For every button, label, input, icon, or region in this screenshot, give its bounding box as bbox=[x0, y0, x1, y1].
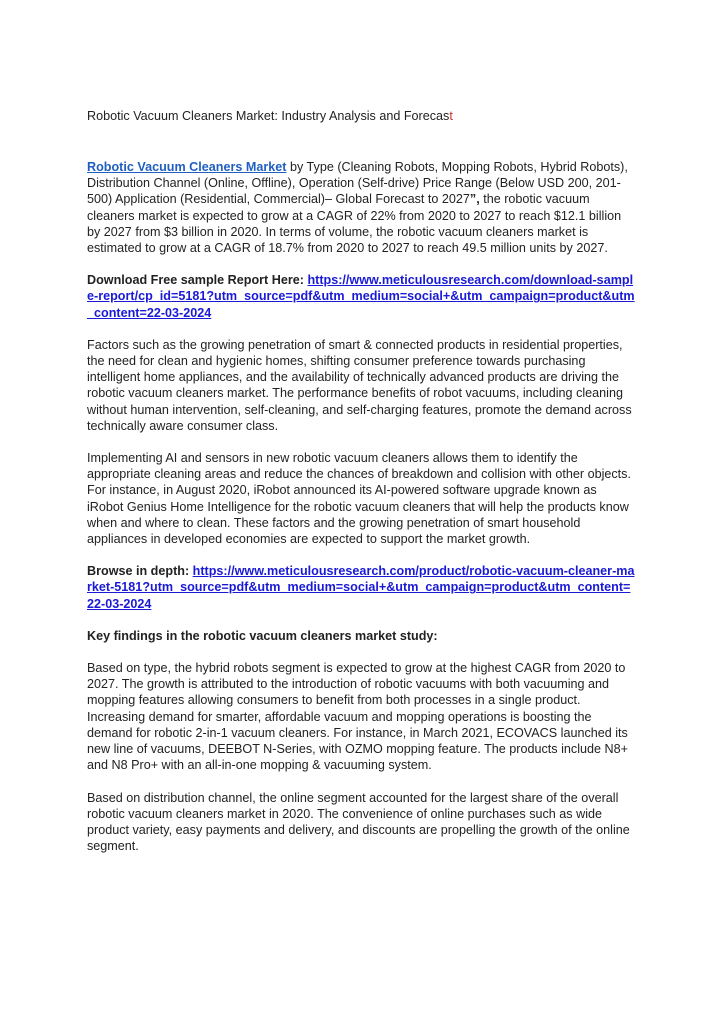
browse-paragraph bbox=[87, 563, 635, 612]
document-page bbox=[87, 108, 635, 854]
browse-link[interactable]: https://www.meticulousresearch.com/product/robotic-vacuum-cleaner-market-5181?utm_source=pdf&utm_medium=social+&utm_campaign=product&utm_content=22-03-2024 bbox=[87, 564, 635, 611]
factors-paragraph: Factors such as the growing penetration of smart & connected products in residential properties, the need for clean and hygienic homes, shifting consumer preference towards purchasing intelligent home appliances, and the availability of technically advanced products are driving the robotic vacuum cleaners market. The performance benefits of robot vacuums, including cleaning without human intervention, self-cleaning, and self-charging features, promote the demand across technically aware consumer class. bbox=[87, 337, 632, 433]
type-paragraph: Based on type, the hybrid robots segment is expected to grow at the highest CAGR from 2020 to 2027. The growth is attributed to the introduction of robotic vacuums with both vacuuming and mopping features allowing consumers to benefit from both processes in a single product. Increasing demand for smarter, affordable vacuum and mopping operations is boosting the demand for robotic 2-in-1 vacuum cleaners. For instance, in March 2021, ECOVACS launched its new line of vacuums, DEEBOT N-Series, with OZMO mopping feature. The products include N8+ and N8 Pro+ with an all-in-one mopping & vacuuming system. bbox=[87, 661, 628, 773]
ai-paragraph: Implementing AI and sensors in new robotic vacuum cleaners allows them to identify the appropriate cleaning areas and reduce the chances of breakdown and collision with other objects. For instance, in August 2020, iRobot announced its AI-powered software upgrade known as iRobot Genius Home Intelligence for the robotic vacuum cleaners that will help the products know when and where to clean. These factors and the growing penetration of smart household appliances in developed economies are expected to support the market growth. bbox=[87, 451, 631, 547]
download-paragraph bbox=[87, 272, 635, 321]
key-findings-heading: Key findings in the robotic vacuum cleaners market study: bbox=[87, 628, 438, 643]
intro-quote: ”, bbox=[469, 192, 480, 207]
market-link[interactable]: Robotic Vacuum Cleaners Market bbox=[87, 160, 287, 174]
browse-label: Browse in depth: bbox=[87, 564, 193, 579]
document-title bbox=[87, 108, 635, 124]
download-link[interactable]: https://www.meticulousresearch.com/download-sample-report/cp_id=5181?utm_source=pdf&utm_medium=social+&utm_campaign=product&utm_content=22-03-2024 bbox=[87, 273, 635, 320]
channel-paragraph: Based on distribution channel, the online segment accounted for the largest share of the overall robotic vacuum cleaners market in 2020. The convenience of online purchases such as wide product variety, easy payments and delivery, and discounts are propelling the growth of the online segment. bbox=[87, 790, 630, 854]
title-main: Robotic Vacuum Cleaners Market: Industry Analysis and Forecas bbox=[87, 109, 450, 123]
intro-body-2: the robotic vacuum cleaners market is expected to grow at a CAGR of 22% from 2020 to 2027 to reach $12.1 billion by 2027 from $3 billion in 2020. In terms of volume, the robotic vacuum cleaners market is estimated to grow at a CAGR of 18.7% from 2020 to 2027 to reach 49.5 million units by 2027. bbox=[87, 192, 622, 256]
download-label: Download Free sample Report Here: bbox=[87, 273, 308, 288]
title-accent: t bbox=[449, 109, 453, 123]
intro-body: by Type (Cleaning Robots, Mopping Robots, Hybrid Robots), Distribution Channel (Online, Offline), Operation (Self-drive) Price Range (Below USD 200, 201- 500) Application (Residential, Commercial)– Global Forecast to 2027 bbox=[87, 160, 628, 207]
intro-paragraph bbox=[87, 159, 635, 256]
